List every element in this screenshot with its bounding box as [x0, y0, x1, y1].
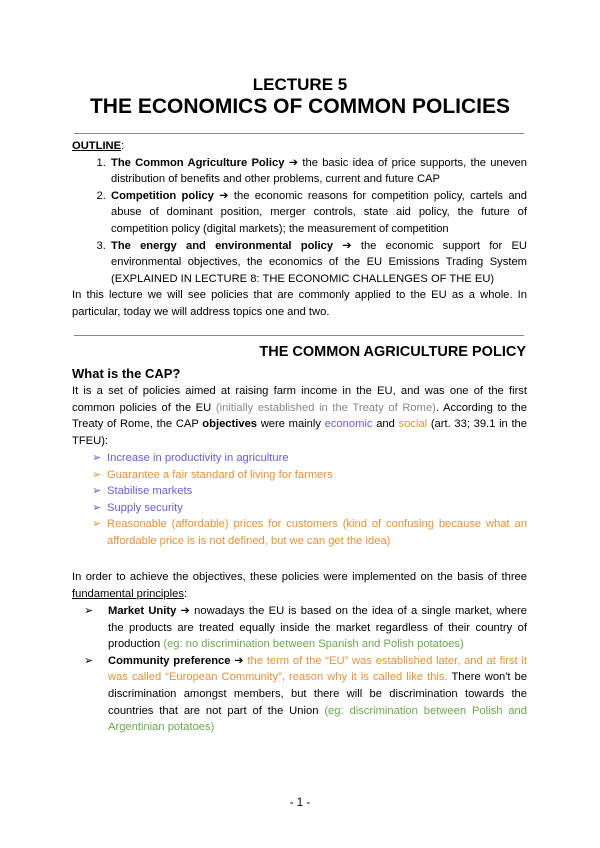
principles-intro — [72, 569, 527, 602]
objectives-list-wrap — [72, 450, 527, 550]
outline-item — [109, 188, 527, 238]
objective-item — [92, 500, 527, 517]
intro-text: It is a set of policies aimed at raising farm income in the EU, and was one of the first common policies of the EU — [72, 385, 527, 414]
principles-intro-underlined: fundamental principles — [72, 587, 184, 600]
outline-heading-colon: : — [121, 140, 125, 152]
principle-title: Market Unity ➔ — [108, 605, 190, 617]
arrow-bullet-icon: ➢ — [92, 518, 102, 531]
intro-text: (art. 33; 39.1 in the TFEU): — [72, 418, 527, 447]
principle-title: Community preference ➔ — [108, 654, 244, 667]
objective-note: (kind of confusing because what an affordable price is is not defined, but we can get the idea) — [107, 518, 527, 547]
principles-intro-text: In order to achieve the objectives, these policies were implemented on the basis of three — [72, 571, 527, 583]
outline-item-text: the economic support for EU environmental objectives, the economics of the EU Emissions Trading System (EXPLAINED IN LECTURE 8: THE ECONOMIC CHALLENGES OF THE EU) — [111, 239, 527, 285]
subheading: What is the CAP? — [72, 366, 181, 381]
outline-item-title: Competition policy ➔ — [111, 189, 229, 202]
arrow-bullet-icon: ➢ — [92, 501, 102, 514]
objective-item — [92, 450, 527, 467]
objective-item — [92, 483, 527, 500]
arrow-bullet-icon: ➢ — [84, 605, 94, 617]
outline-closing: In this lecture we will see policies that are commonly applied to the EU as a whole. In particular, today we will address topics one and two. — [72, 289, 527, 318]
outline-item-text: the basic idea of price supports, the uneven distribution of benefits and other problems, current and future CAP — [111, 156, 527, 186]
principle-example: (eg: no discrimination between Spanish and Polish potatoes) — [163, 638, 464, 651]
section-heading: THE COMMON AGRICULTURE POLICY — [259, 344, 526, 360]
outline-item-text: the economic reasons for competition policy, cartels and abuse of dominant position, merger controls, state aid policy, the future of competition policy (digital markets); the measurement of competition — [111, 189, 527, 235]
divider — [74, 335, 524, 336]
outline-item-title: The Common Agriculture Policy ➔ — [111, 156, 299, 169]
objective-text: Guarantee a fair standard of living for farmers — [107, 468, 333, 481]
intro-text: and — [372, 418, 399, 431]
cap-intro — [72, 383, 527, 449]
principle-text: nowadays the EU is based on the idea of a single market, where the products are treated equally inside the market regardless of their country of production — [108, 605, 527, 651]
lecture-number: LECTURE 5 — [252, 75, 348, 94]
objective-text: Supply security — [107, 501, 183, 514]
objective-item — [92, 467, 527, 484]
outline-item-title: The energy and environmental policy ➔ — [111, 239, 352, 252]
intro-economic: economic — [324, 418, 373, 431]
intro-bold: objectives — [202, 418, 258, 431]
principle-aside: the term of the “EU” was established later, and at first it was called “European Community”, reason why it is called like this. — [108, 654, 527, 684]
principles-list — [72, 603, 527, 736]
principle-item — [84, 603, 527, 653]
objectives-list — [72, 450, 527, 550]
principles-intro-text: : — [183, 587, 188, 600]
principles-list-wrap — [72, 603, 527, 736]
outline-item — [109, 155, 527, 188]
arrow-bullet-icon: ➢ — [92, 452, 102, 464]
principle-text: There won't be discrimination amongst members, but there will be discrimination towards the countries that are not part of the Union — [108, 671, 527, 717]
page-number: - 1 - — [289, 797, 311, 809]
principle-item — [84, 653, 527, 736]
outline-heading: OUTLINE — [72, 140, 122, 152]
objective-text: Reasonable (affordable) prices for customers — [107, 518, 338, 531]
arrow-bullet-icon: ➢ — [84, 654, 94, 667]
objective-text: Increase in productivity in agriculture — [107, 452, 289, 464]
objective-item — [92, 516, 527, 549]
intro-aside: (initially established in the Treaty of Rome) — [215, 401, 436, 414]
outline-section — [72, 138, 527, 321]
principle-example: (eg: discrimination between Polish and Argentinian potatoes) — [108, 704, 527, 734]
intro-social: social — [398, 418, 428, 431]
outline-list — [72, 155, 527, 288]
arrow-bullet-icon: ➢ — [92, 468, 102, 481]
intro-text: . According to the Treaty of Rome, the CAP — [72, 401, 527, 431]
intro-text: were mainly — [257, 418, 325, 431]
divider — [74, 133, 524, 134]
lecture-title: THE ECONOMICS OF COMMON POLICIES — [89, 95, 510, 118]
arrow-bullet-icon: ➢ — [92, 485, 102, 498]
objective-text: Stabilise markets — [107, 485, 193, 498]
outline-item — [109, 238, 527, 288]
